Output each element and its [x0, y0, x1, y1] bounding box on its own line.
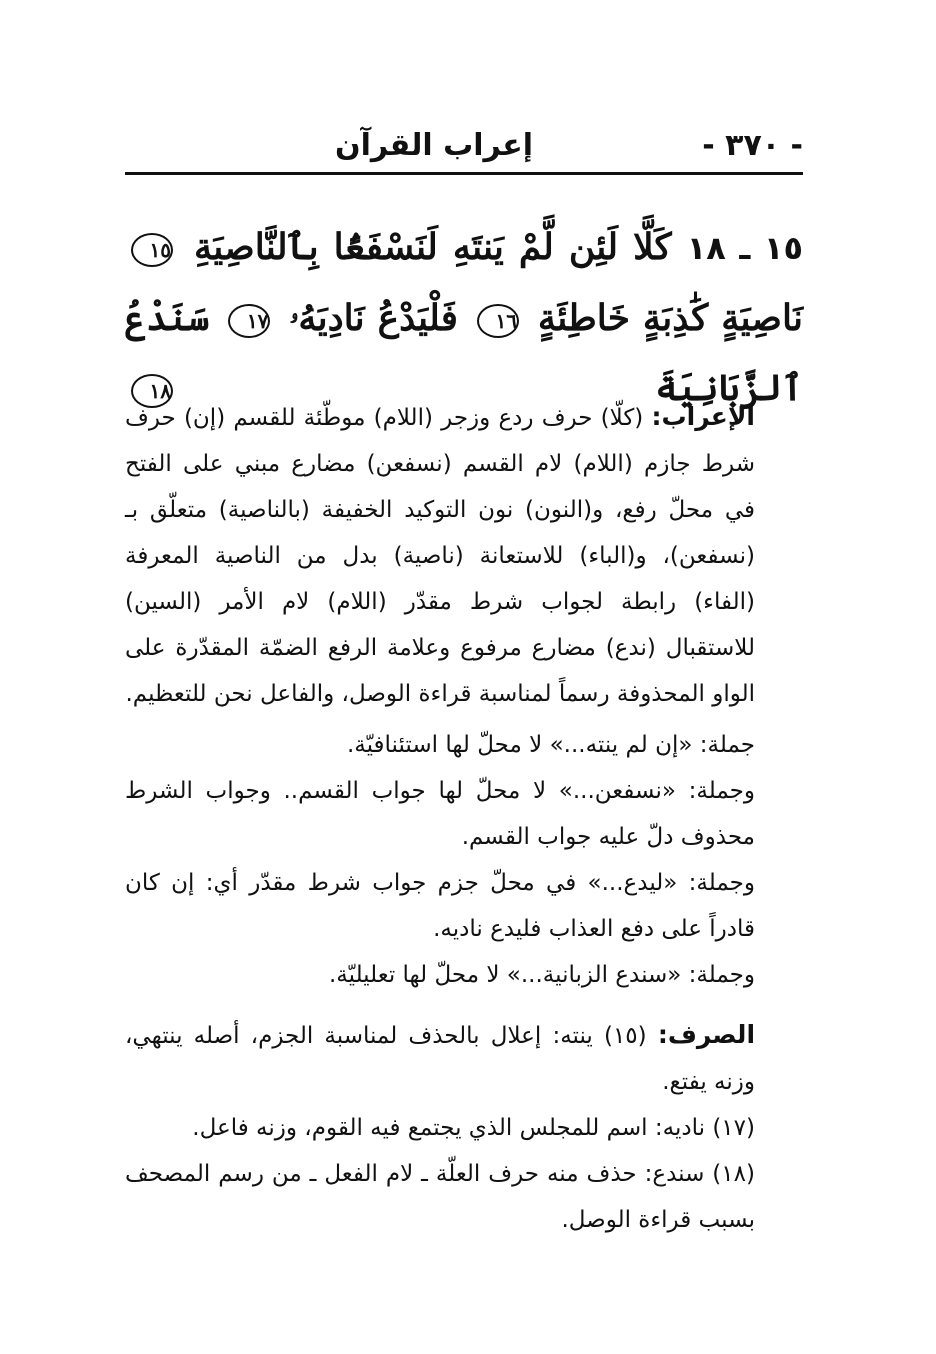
irab-section	[125, 394, 803, 717]
verse-end-marker: ١٨	[131, 374, 173, 408]
sarf-paragraph	[125, 1012, 803, 1105]
verse-end-marker: ١٧	[228, 304, 270, 338]
sentence-item: وجملة: «سندع الزبانية...» لا محلّ لها تعليليّة.	[328, 962, 755, 988]
verse-text: كَلَّا لَئِن لَّمْ يَنتَهِ لَنَسْفَعًۢا بِٱلنَّاصِيَةِ	[194, 226, 672, 268]
verse-text: فَلْيَدْعُ نَادِيَهُۥ	[289, 297, 458, 339]
irab-label: الإعراب:	[651, 402, 756, 431]
sarf-label: الصرف:	[657, 1020, 756, 1049]
sentences-section	[125, 722, 803, 998]
sarf-section	[125, 1012, 803, 1243]
verse-text: سَنَدْعُ ٱلزَّبَانِيَةَ	[125, 297, 803, 409]
irab-paragraph	[125, 394, 803, 717]
sentence-item: جملة: «إن لم ينته...» لا محلّ لها استئنافيّة.	[346, 732, 755, 758]
irab-text: (كلّا) حرف ردع وزجر (اللام) موطّئة للقسم (إن) حرف شرط جازم (اللام) لام القسم (نسفعن) مضارع مبني على الفتح في محلّ رفع، و(النون) نون التوكيد الخفيفة (بالناصية) متعلّق بـ (نسفعن)، و(الباء) للاستعانة (ناصية) بدل من الناصية المعرفة (الفاء) رابطة لجواب شرط مقدّر (اللام) لام الأمر (السين) للاستقبال (ندع) مضارع مرفوع وعلامة الرفع الضمّة المقدّرة على الواو المحذوفة رسماً لمناسبة قراءة الوصل، والفاعل نحن للتعظيم.	[125, 405, 755, 707]
sentence-item: وجملة: «نسفعن...» لا محلّ لها جواب القسم.. وجواب الشرط محذوف دلّ عليه جواب القسم.	[125, 778, 755, 850]
sarf-text: (١٥) ينته: إعلال بالحذف لمناسبة الجزم، أصله ينتهي، وزنه يفتع.	[125, 1023, 755, 1095]
verse-end-marker: ١٦	[477, 304, 519, 338]
sarf-item: (١٨) سندع: حذف منه حرف العلّة ـ لام الفعل ـ من رسم المصحف بسبب قراءة الوصل.	[125, 1161, 755, 1233]
sentence-item: وجملة: «ليدع...» في محلّ جزم جواب شرط مقدّر أي: إن كان قادراً على دفع العذاب فليدع ناديه.	[125, 870, 755, 942]
book-title: إعراب القرآن	[334, 128, 533, 163]
verse-end-marker: ١٥	[131, 233, 173, 267]
quran-verse-block	[125, 212, 803, 423]
sarf-item: (١٧) ناديه: اسم للمجلس الذي يجتمع فيه القوم، وزنه فاعل.	[192, 1115, 755, 1141]
page-number: - ٣٧٠ -	[702, 128, 803, 163]
page-header	[125, 128, 803, 168]
header-divider	[125, 172, 803, 175]
verse-range: ١٥ ـ ١٨	[686, 229, 803, 267]
verse-text: نَاصِيَةٍ كَٰذِبَةٍ خَاطِئَةٍ	[537, 297, 803, 339]
